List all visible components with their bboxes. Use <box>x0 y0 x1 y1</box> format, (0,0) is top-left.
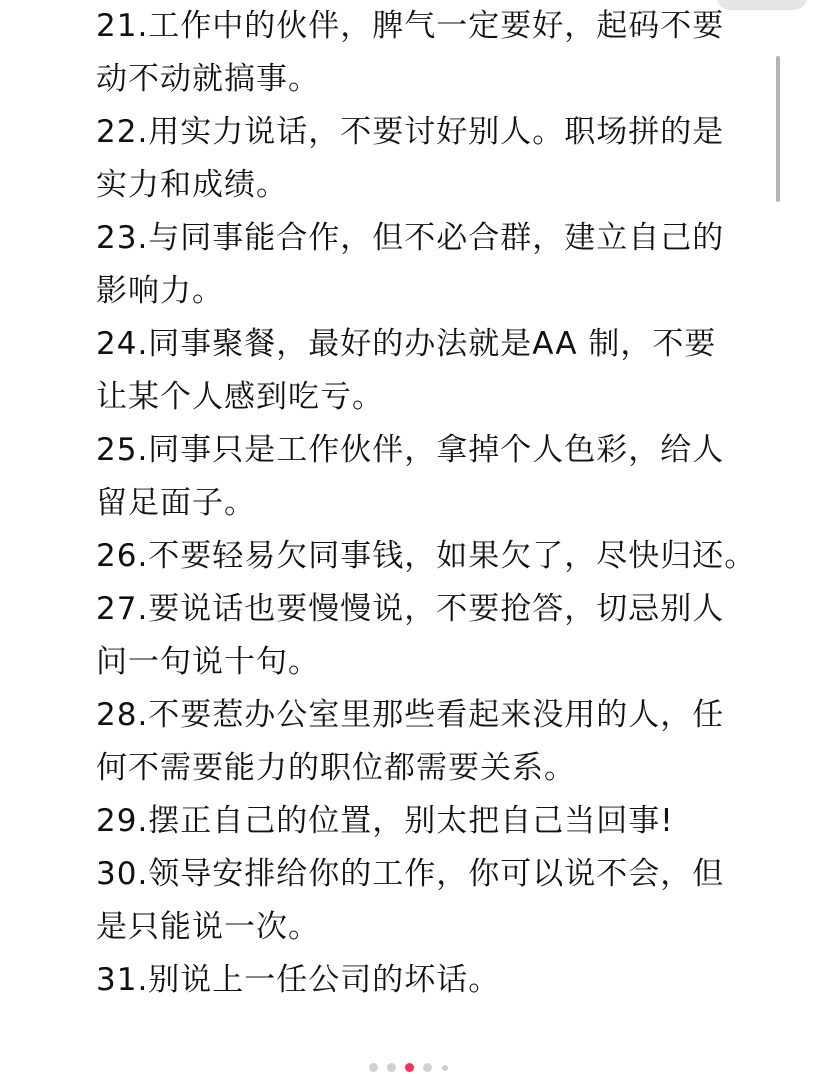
page-dot[interactable] <box>423 1063 432 1072</box>
text-line: 21.工作中的伙伴，脾气一定要好，起码不要 <box>96 8 725 44</box>
text-line: 让某个人感到吃亏。 <box>96 379 384 415</box>
text-line: 27.要说话也要慢慢说，不要抢答，切忌别人 <box>96 591 725 627</box>
text-line: 24.同事聚餐，最好的办法就是AA 制，不要 <box>96 326 717 362</box>
page-dot-active[interactable] <box>405 1063 414 1072</box>
page-dot[interactable] <box>442 1065 448 1071</box>
text-line: 何不需要能力的职位都需要关系。 <box>96 750 576 786</box>
page-dot[interactable] <box>369 1063 378 1072</box>
text-line: 30.领导安排给你的工作，你可以说不会，但 <box>96 856 725 892</box>
page-dot[interactable] <box>387 1063 396 1072</box>
text-line: 29.摆正自己的位置，别太把自己当回事! <box>96 803 674 839</box>
text-line: 实力和成绩。 <box>96 167 288 203</box>
text-line: 问一句说十句。 <box>96 644 320 680</box>
text-line: 留足面子。 <box>96 485 256 521</box>
text-line: 影响力。 <box>96 273 224 309</box>
text-line: 25.同事只是工作伙伴，拿掉个人色彩，给人 <box>96 432 725 468</box>
text-line: 28.不要惹办公室里那些看起来没用的人，任 <box>96 697 725 733</box>
text-line: 22.用实力说话，不要讨好别人。职场拼的是 <box>96 114 725 150</box>
scrollbar-thumb[interactable] <box>776 56 780 202</box>
text-line: 26.不要轻易欠同事钱，如果欠了，尽快归还。 <box>96 538 756 574</box>
article-body <box>96 0 756 1007</box>
text-line: 23.与同事能合作，但不必合群，建立自己的 <box>96 220 725 256</box>
text-line: 31.别说上一任公司的坏话。 <box>96 962 501 998</box>
text-line: 是只能说一次。 <box>96 909 320 945</box>
page-indicator <box>0 1063 828 1073</box>
text-line: 动不动就搞事。 <box>96 61 320 97</box>
